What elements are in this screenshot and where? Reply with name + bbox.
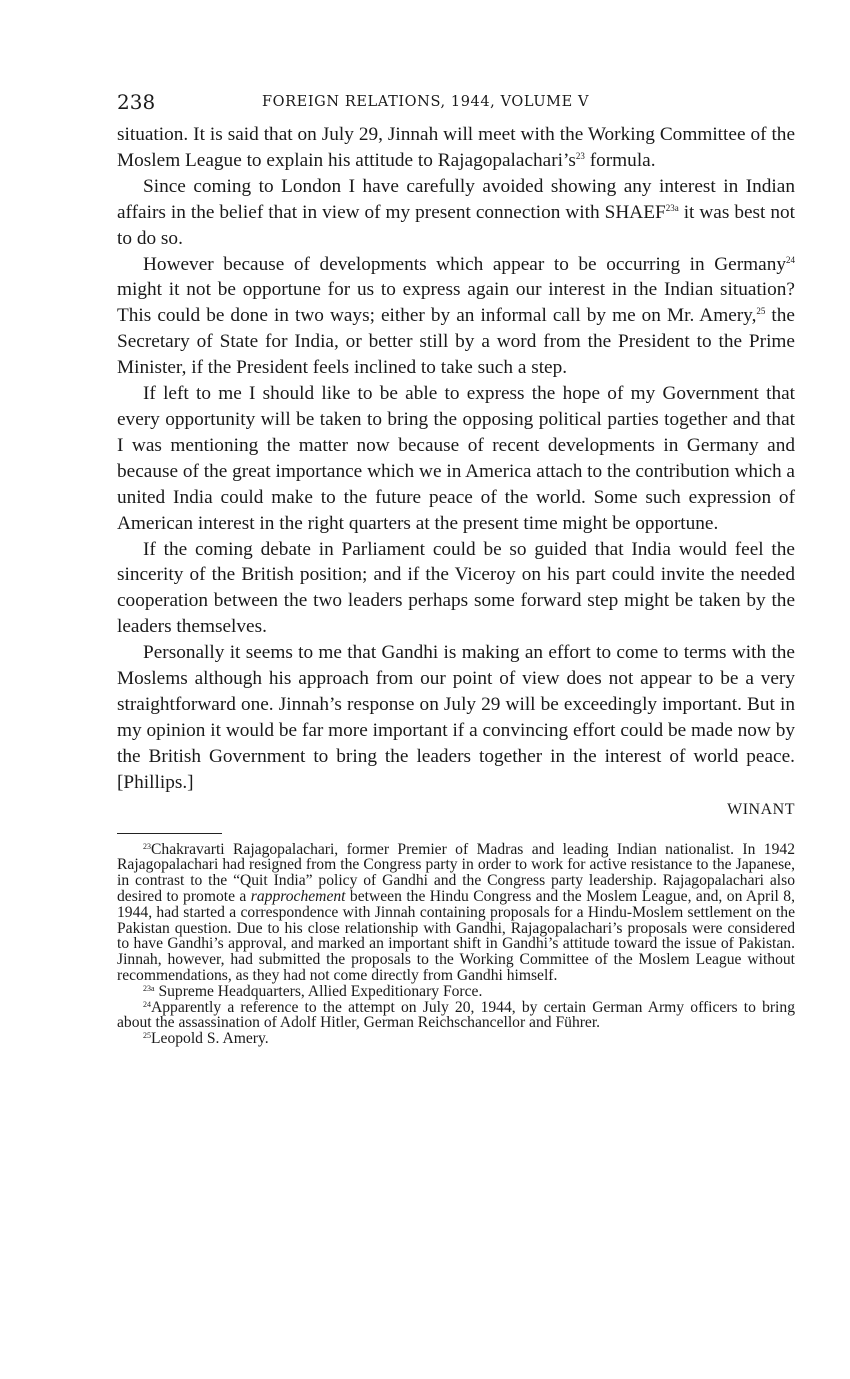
running-title: FOREIGN RELATIONS, 1944, VOLUME V <box>262 94 590 110</box>
footnote-italic: rapprochement <box>250 887 346 905</box>
paragraph-text: However because of developments which appear to be occurring in Germany <box>143 253 786 275</box>
paragraph-6: Personally it seems to me that Gandhi is making an effort to come to terms with the Moslems although his approach from our point of view does not appear to be a very straightforward one. Jinnah’s response on July 29 will be exceedingly important. But in my opinion it would be far more important if a convincing effort could be made now by the British Government to bring the leaders together in the interest of world peace. [Phillips.] <box>117 642 795 793</box>
footnote-marker: 24 <box>143 999 151 1009</box>
footnote-ref-24: 24 <box>786 254 795 265</box>
running-head <box>117 90 795 122</box>
paragraph-text: Since coming to London I have carefully avoided showing any interest in Indian affairs in the belief that in view of my present connection with SHAEF <box>117 175 795 223</box>
footnote-divider <box>117 833 222 834</box>
paragraph-text: formula. <box>584 149 656 171</box>
paragraph-text: the Secretary of State for India, or better still by a word from the President to the Prime Minister, if the President feels inclined to take such a step. <box>117 305 795 379</box>
footnote-ref-23a: 23a <box>665 202 679 213</box>
paragraph-5: If the coming debate in Parliament could be so guided that India would feel the sincerity of the British position; and if the Viceroy on his part could invite the needed cooperation between the two leaders perhaps some forward step might be taken by the leaders themselves. <box>117 538 795 638</box>
footnote-ref-25: 25 <box>756 306 766 317</box>
footnote-text: Chakravarti Rajagopalachari, former Premier of Madras and leading Indian nationalist. In 1942 Rajagopalachari had resigned from the Congress party in order to work for active resistance to the Japanese, in contrast to the “Quit India” policy of Gandhi and the Congress party leadership. Rajagopalachari also desired to promote a <box>117 840 795 905</box>
paragraph-2 <box>117 174 795 252</box>
page-number: 238 <box>117 90 156 114</box>
paragraph-text: situation. It is said that on July 29, Jinnah will meet with the Working Committee of the Moslem League to explain his attitude to Rajagopalachari’s <box>117 124 795 171</box>
body-text <box>117 122 795 796</box>
paragraph-3 <box>117 252 795 382</box>
paragraph-text: it was best not to do so. <box>117 201 796 249</box>
footnote-ref-23: 23 <box>575 150 585 161</box>
paragraph-1 <box>117 122 795 174</box>
footnote-23a <box>117 984 795 1000</box>
footnote-23 <box>117 842 795 984</box>
footnote-24 <box>117 1000 795 1032</box>
paragraph-text: might it not be opportune for us to express again our interest in the Indian situation? This could be done in two ways; either by an informal call by me on Mr. Amery, <box>117 279 795 327</box>
document-page <box>117 90 795 1047</box>
paragraph-4: If left to me I should like to be able to express the hope of my Government that every opportunity will be taken to bring the opposing political parties together and that I was mentioning the matter now because of recent developments in Germany and because of the great importance which we in America attach to the contribution which a united India could make to the future peace of the world. Some such expression of American interest in the right quarters at the present time might be opportune. <box>117 383 795 534</box>
footnote-text: Leopold S. Amery. <box>151 1030 269 1048</box>
footnote-marker: 23 <box>143 841 151 851</box>
footnote-text: between the Hindu Congress and the Moslem League, and, on April 8, 1944, had started a correspondence with Jinnah containing proposals for a Hindu-Moslem settlement on the Pakistan question. Due to his close relationship with Gandhi, Rajagopalachari’s proposals were considered to have Gandhi’s approval, and marked an important shift in Gandhi’s attitude toward the issue of Pakistan. Jinnah, however, had submitted the proposals to the Working Committee of the Moslem League without recommendations, as they had not come directly from Gandhi himself. <box>117 887 795 984</box>
signature: WINANT <box>727 800 795 818</box>
footnote-marker: 25 <box>143 1031 151 1041</box>
footnote-text: Supreme Headquarters, Allied Expeditionary Force. <box>154 982 483 1000</box>
footnote-25 <box>117 1031 795 1047</box>
footnotes <box>117 842 795 1047</box>
footnote-text: Apparently a reference to the attempt on July 20, 1944, by certain German Army officers to bring about the assassination of Adolf Hitler, German Reichschancellor and Führer. <box>117 998 795 1032</box>
footnote-marker: 23a <box>143 983 155 993</box>
